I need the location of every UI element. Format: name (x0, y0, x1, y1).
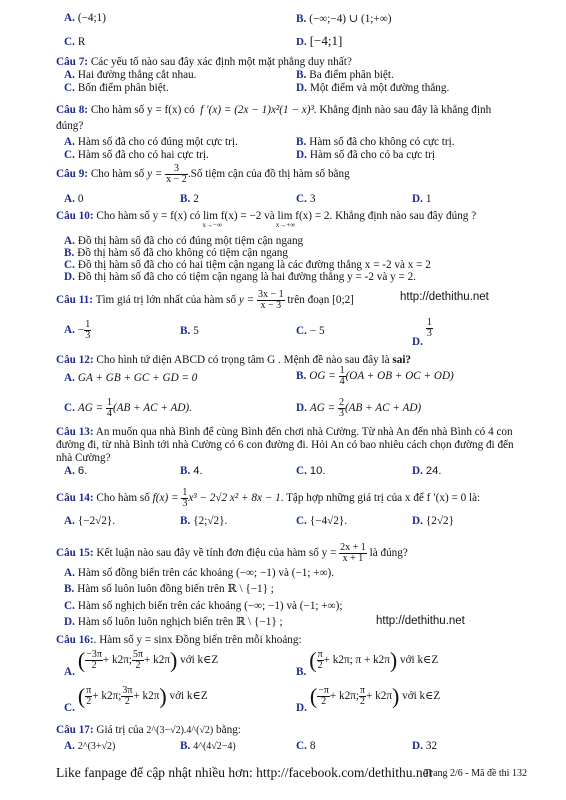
q16-option-a: A. ( $\frac{-3\pi}{2}$ + k2π; $\frac{5\pi}{2}$ + k2π) với k∈Z (64, 647, 219, 679)
option-b: B. (−∞;−4) ∪ (1;+∞) (296, 13, 392, 25)
q9-option-a: A. 0 (64, 193, 84, 205)
q10-option-b: B. Đồ thị hàm số đã cho không có tiệm cận ngang (64, 247, 288, 259)
q17-option-c: C. 8 (296, 740, 316, 752)
q8-option-d: D. Hàm số đã cho có ba cực trị (296, 149, 435, 161)
page-number: Trang 2/6 - Mã đề thi 132 (424, 768, 527, 779)
watermark-url-2: http://dethithu.net (376, 615, 465, 627)
q10-option-a: A. Đồ thị hàm số đã cho có đúng một tiệm cận ngang (64, 235, 304, 247)
question-13-stem-2: đường đi, từ nhà Bình tới nhà Cường có 6 con đường đi. Hỏi An có bao nhiêu cách chọn đường đi đến (56, 439, 514, 451)
q11-option-c: C. − 5 (296, 325, 325, 337)
q15-option-a: A. Hàm số đồng biến trên các khoảng (−∞; −1) và (−1; +∞). (64, 567, 335, 579)
q10-option-c: C. Đồ thị hàm số đã cho có hai tiệm cận ngang là các đường thẳng x = -2 và x = 2 (64, 259, 431, 271)
q9-fraction: $\frac{3}{x - 2}$ (166, 163, 187, 185)
q8-option-a: A. Hàm số đã cho có đúng một cực trị. (64, 136, 238, 148)
q17-option-b: B. 4^(4√2−4) (180, 740, 236, 752)
q14-option-b: B. {2;√2}. (180, 515, 228, 527)
q17-option-d: D. 32 (412, 740, 438, 752)
question-16-stem: Câu 16:. Hàm số y = sinx Đồng biến trên mỗi khoảng: (56, 634, 302, 646)
q14-option-a: A. {−2√2}. (64, 515, 116, 527)
q11-option-a: A. − $\frac{1}{3}$ (64, 319, 91, 341)
q14-option-c: C. {−4√2}. (296, 515, 348, 527)
q13-option-c: C. 10. (296, 465, 326, 477)
q12-option-d: D. AG = $\frac{2}{3}$ (AB + AC + AD) (296, 397, 422, 419)
q14-option-d: D. {2√2} (412, 515, 454, 527)
option-a: A. (−4;1) (64, 12, 106, 24)
q7-option-b: B. Ba điểm phân biệt. (296, 69, 394, 81)
q12-option-c: C. AG = $\frac{1}{4}$ (AB + AC + AD). (64, 397, 192, 419)
q7-option-a: A. Hai đường thẳng cắt nhau. (64, 69, 197, 81)
q11-option-b: B. 5 (180, 325, 199, 337)
q16-option-b: B. ( $\frac{\pi}{2}$ + k2π; π + k2π) với k∈Z (296, 647, 439, 679)
watermark-url-1: http://dethithu.net (400, 291, 489, 303)
question-11-stem: Câu 11: Tìm giá trị lớn nhất của hàm số y = $\frac{3x - 1}{x - 3}$ trên đoạn [0;2] (56, 289, 354, 311)
question-14-stem: Câu 14: Cho hàm số f(x) = $\frac{1}{3}$ x³ − 2√2 x² + 8x − 1. Tập hợp những giá trị của x để f ′(x) = 0 là: (56, 487, 481, 509)
q11-fraction: $\frac{3x - 1}{x - 3}$ (257, 289, 284, 311)
q13-option-a: A. 6. (64, 465, 88, 477)
q10-limit-2: lim f(x) = 2 $^{x\to+\infty}$ (275, 210, 330, 229)
q16-option-c: C. ( $\frac{\pi}{2}$ + k2π; $\frac{3\pi}{2}$ + k2π) với k∈Z (64, 683, 208, 715)
question-13-stem: Câu 13: An muốn qua nhà Bình để cùng Bình đến chơi nhà Cường. Từ nhà An đến nhà Bình có 4 con (56, 426, 513, 438)
question-13-stem-3: nhà Cường? (56, 452, 111, 464)
question-8-stem-cont: đúng? (56, 120, 84, 132)
q8-option-b: B. Hàm số đã cho không có cực trị. (296, 136, 455, 148)
q10-option-d: D. Đồ thị hàm số đã cho có tiệm cận ngang là hai đường thẳng y = -2 và y = 2. (64, 271, 416, 283)
option-c: C. R (64, 36, 86, 48)
q15-option-d: D. Hàm số luôn luôn nghịch biến trên ℝ \ {−1} ; (64, 616, 283, 628)
q15-option-c: C. Hàm số nghịch biến trên các khoảng (−∞; −1) và (−1; +∞); (64, 600, 343, 612)
q7-option-c: C. Bốn điểm phân biệt. (64, 82, 169, 94)
q9-option-d: D. 1 (412, 193, 432, 205)
q8-option-c: C. Hàm số đã cho có hai cực trị. (64, 149, 209, 161)
option-d: D. [−4;1] (296, 33, 343, 48)
q12-option-b: B. OG = $\frac{1}{4}$ (OA + OB + OC + OD) (296, 365, 454, 387)
question-15-stem: Câu 15: Kết luận nào sau đây về tính đơn điệu của hàm số y = $\frac{2x + 1}{x + 1}$ là đúng? (56, 542, 408, 564)
q7-option-d: D. Một điểm và một đường thẳng. (296, 82, 450, 94)
question-7-stem: Câu 7: Các yếu tố nào sau đây xác định một mặt phẳng duy nhất? (56, 56, 352, 68)
q17-option-a: A. 2^(3+√2) (64, 740, 116, 752)
q11-option-d: D. $\frac{1}{3}$ (412, 317, 432, 349)
q15-option-b: B. Hàm số luôn luôn đồng biến trên ℝ \ {−1} ; (64, 583, 274, 595)
q12-option-a: A. GA + GB + GC + GD = 0 (64, 372, 198, 384)
q10-limit-1: lim f(x) = −2 $^{x\to-\infty}$ (202, 210, 262, 229)
question-10-stem: Câu 10: Cho hàm số y = f(x) có lim f(x) = −2 $^{x\to-\infty}$ và lim f(x) = 2 $^{x\to+\infty}$. Khẳng định nào sau đây đúng ? (56, 210, 476, 234)
q9-option-b: B. 2 (180, 193, 199, 205)
question-8-stem: Câu 8: Cho hàm số y = f(x) có f ′(x) = (2x − 1)x²(1 − x)³. Khẳng định nào sau đây là khẳng định (56, 104, 492, 116)
q13-option-d: D. 24. (412, 465, 442, 477)
q16-option-d: D. ( $\frac{-\pi}{2}$ + k2π; $\frac{\pi}{2}$ + k2π) với k∈Z (296, 683, 441, 715)
question-17-stem: Câu 17: Giá trị của 2^(3−√2).4^(√2) bằng: (56, 724, 241, 736)
question-9-stem: Câu 9: Cho hàm số y = $\frac{3}{x - 2}$ .Số tiệm cận của đồ thị hàm số bằng (56, 163, 350, 185)
question-12-stem: Câu 12: Cho hình tứ diện ABCD có trọng tâm G . Mệnh đề nào sau đây là sai? (56, 354, 412, 366)
q9-option-c: C. 3 (296, 193, 316, 205)
q13-option-b: B. 4. (180, 465, 203, 477)
footer-fanpage-link[interactable]: Like fanpage để cập nhật nhiều hơn: http://facebook.com/dethithu.net (56, 765, 433, 780)
